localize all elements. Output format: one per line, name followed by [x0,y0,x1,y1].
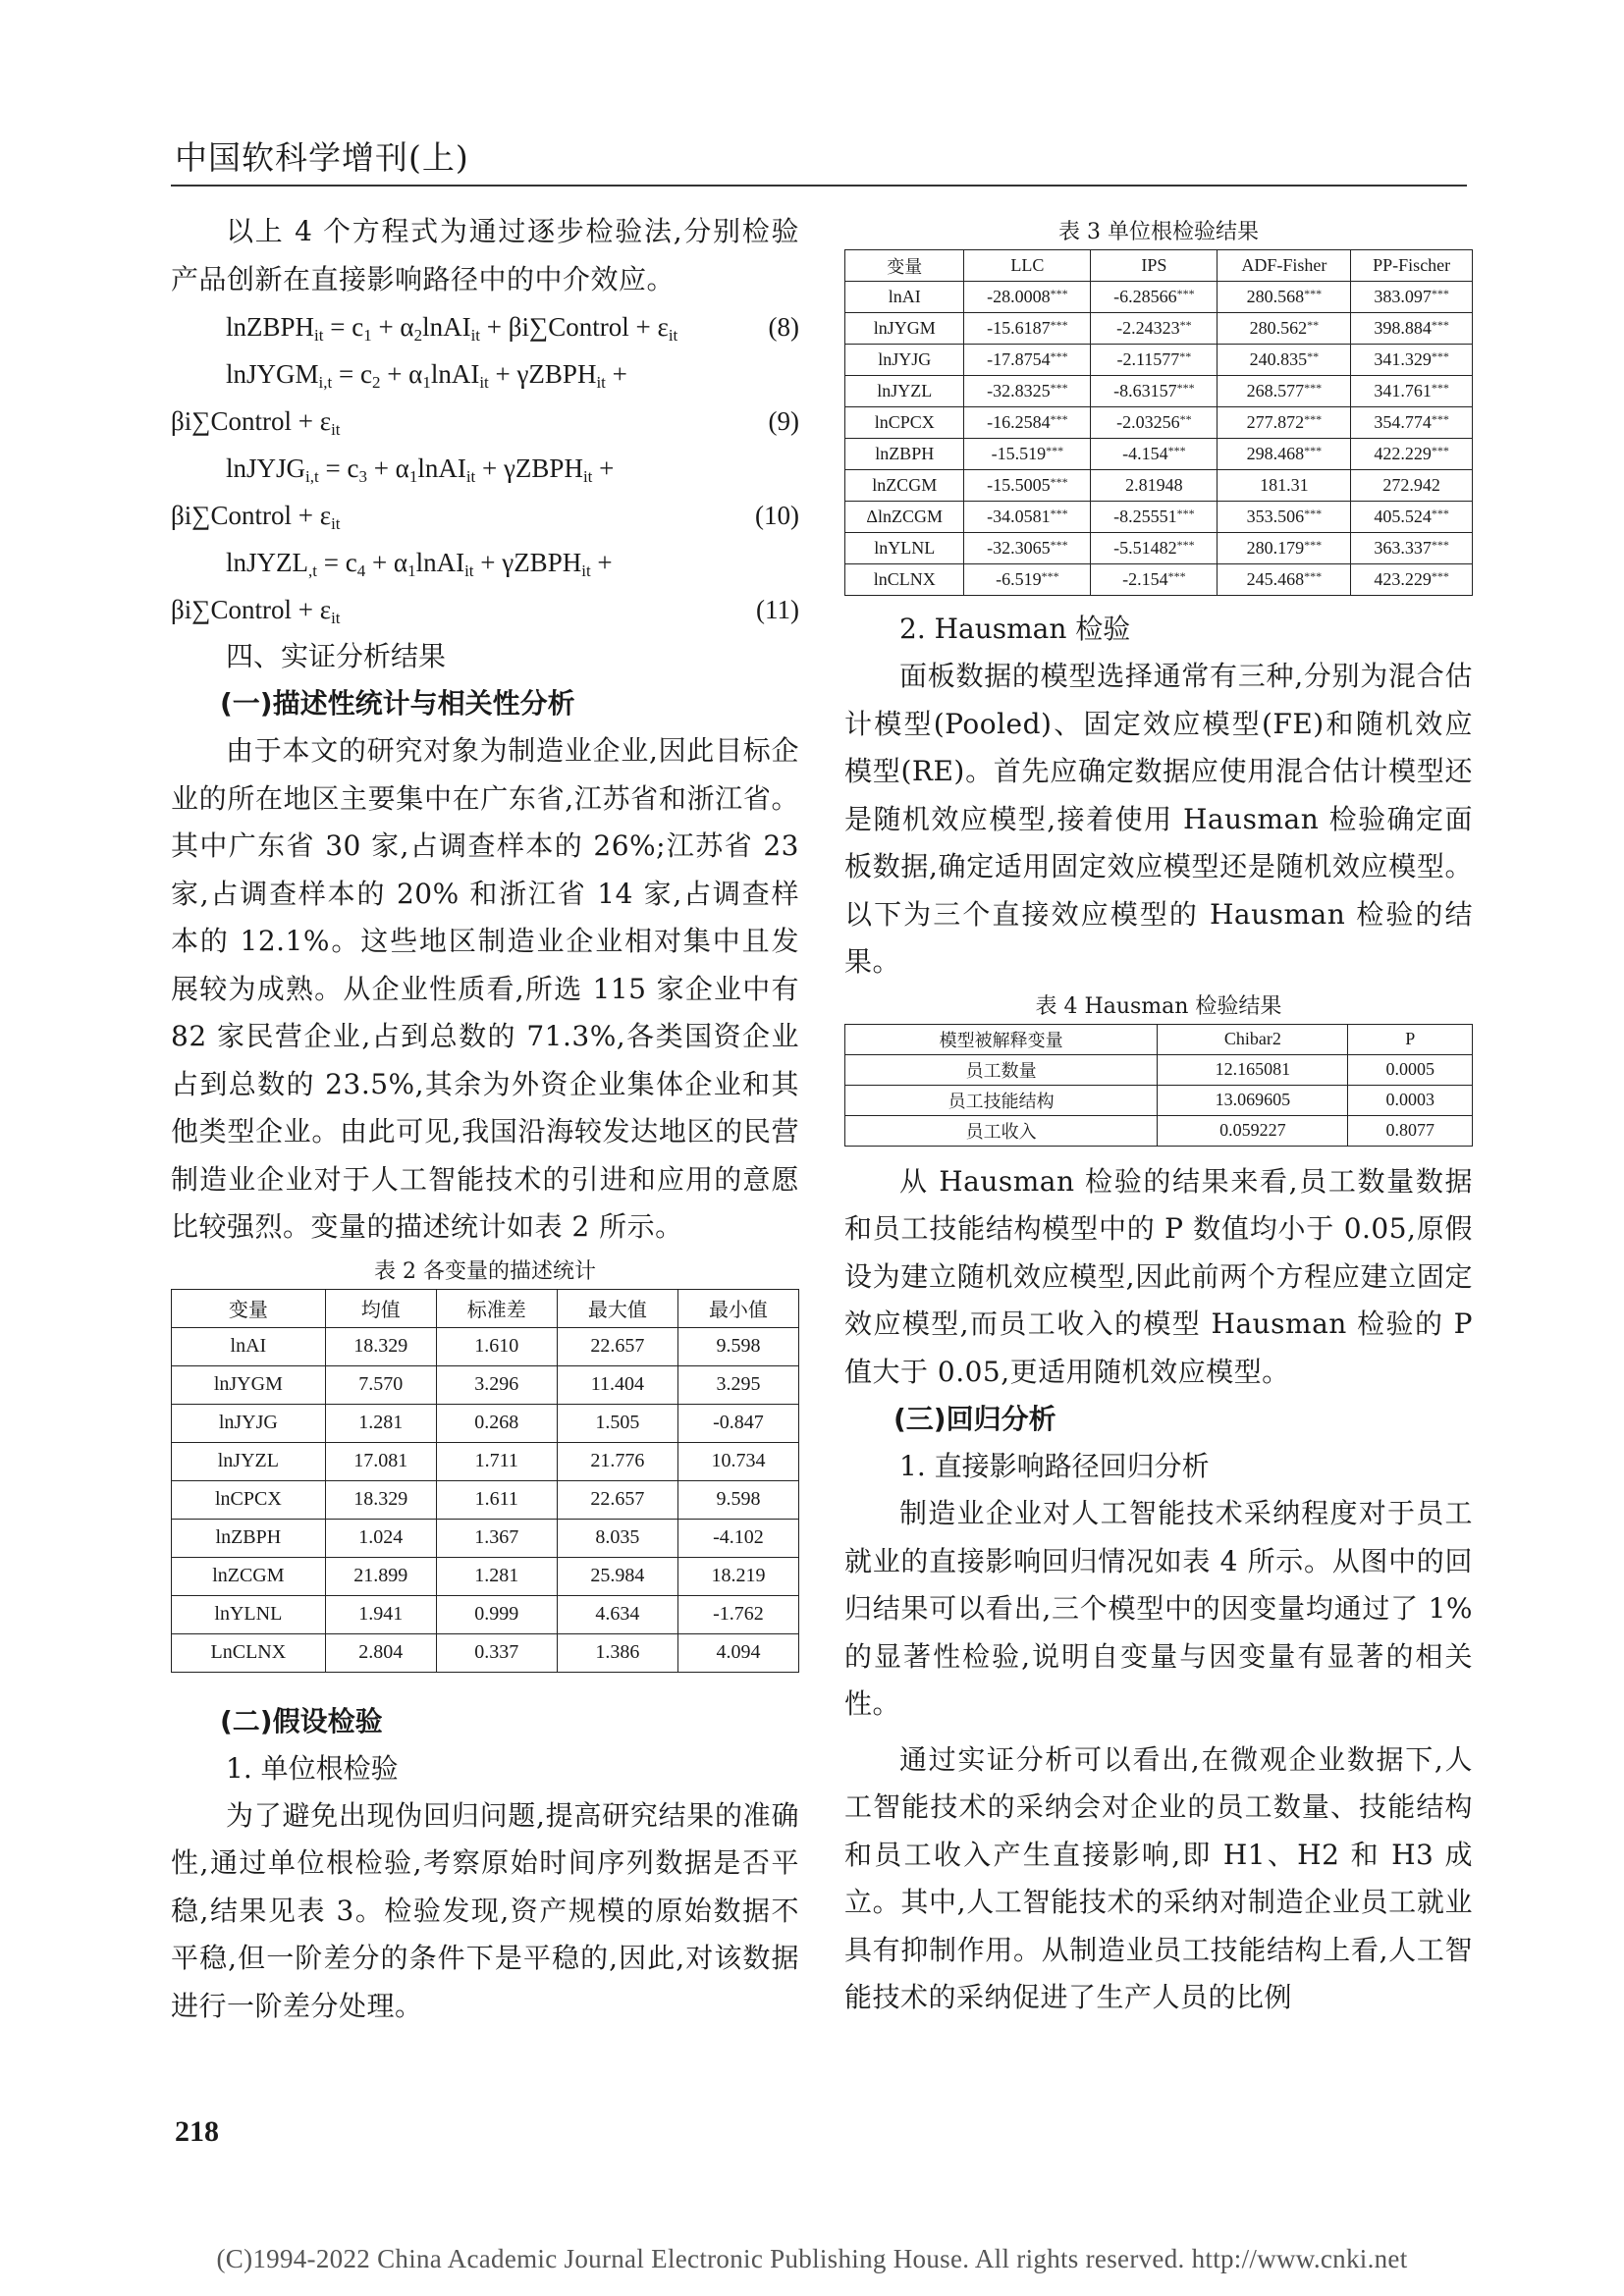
cell-value: 398.884 [1374,318,1432,338]
table-cell [845,345,964,376]
equation-10-line1: lnJYJG$_{i,t}$ = $c_3$ + $\alpha_1lnAI_{it}$ + γZBPH$_{it}$ + [226,454,615,486]
cell-value: 354.774 [1374,412,1432,432]
table-row [172,1519,799,1557]
table-row [845,376,1473,407]
table4-caption: 表 4 Hausman 检验结果 [1035,993,1282,1019]
table-cell [1091,564,1218,596]
table-3 [844,249,1473,596]
table-cell: 员工技能结构 [845,1085,1158,1115]
cell-value: -15.5005 [987,475,1051,495]
table-cell: 21.899 [325,1557,436,1595]
table-row [845,470,1473,502]
table-cell [1091,439,1218,470]
cell-value: 272.942 [1382,475,1440,495]
table-cell: lnYLNL [172,1595,326,1633]
cell-value: lnJYJG [878,349,932,369]
significance-stars: *** [1167,569,1186,583]
table-row [845,502,1473,533]
table-cell: -1.762 [677,1595,798,1633]
equation-10-line2: βi∑Control + $\varepsilon_{it}$ (10) [171,492,799,539]
table-cell: 7.570 [325,1365,436,1404]
table-header-cell: ADF-Fisher [1218,250,1351,282]
equation-number: (9) [768,406,799,436]
table-cell [1218,470,1351,502]
table-cell [1218,564,1351,596]
significance-stars: *** [1304,381,1323,395]
significance-stars: *** [1304,507,1323,520]
significance-stars: *** [1431,287,1449,300]
table-cell [1091,533,1218,564]
table-cell [1351,564,1473,596]
table-cell: 17.081 [325,1442,436,1480]
cell-value: -16.2584 [987,412,1051,432]
empirical-paragraph: 通过实证分析可以看出,在微观企业数据下,人工智能技术的采纳会对企业的员工数量、技能结构和员工收入产生直接影响,即 H1、H2 和 H3 成立。其中,人工智能技术的采纳对制造企业员工就业具有抑制作用。从制造业员工技能结构上看,人工智能技术的采纳促进了生产人员的比例 [844,1742,1473,2013]
table-cell: lnZCGM [172,1557,326,1595]
significance-stars: *** [1050,349,1068,363]
cell-value: 341.761 [1374,381,1432,400]
intro-paragraph: 以上 4 个方程式为通过逐步检验法,分别检验产品创新在直接影响路径中的中介效应。 [171,215,799,295]
table2-caption: 表 2 各变量的描述统计 [374,1258,596,1284]
cell-value: lnYLNL [874,538,936,558]
table-cell [845,564,964,596]
table-cell: 3.295 [677,1365,798,1404]
table-cell: 1.941 [325,1595,436,1633]
table-cell: 0.999 [436,1595,557,1633]
table-cell [1218,407,1351,439]
copyright-footer: (C)1994-2022 China Academic Journal Electronic Publishing House. All rights reserved. http://www.cnki.net [216,2244,1408,2273]
table-cell: 1.367 [436,1519,557,1557]
cell-value: -8.63157 [1113,381,1177,400]
table-cell [845,533,964,564]
table-cell: 1.610 [436,1327,557,1365]
significance-stars: *** [1431,318,1449,332]
table-cell: 4.634 [557,1595,677,1633]
table-header-cell: 模型被解释变量 [845,1024,1158,1054]
cell-value: -6.28566 [1113,287,1177,306]
table-cell: 1.024 [325,1519,436,1557]
table-cell: 员工数量 [845,1054,1158,1085]
table-cell [845,439,964,470]
cell-value: -15.519 [991,444,1047,463]
table-cell [1218,533,1351,564]
cell-value: lnCLNX [873,569,936,589]
significance-stars: *** [1304,287,1323,300]
cell-value: -5.51482 [1113,538,1177,558]
cell-value: -6.519 [996,569,1042,589]
hausman-result-paragraph: 从 Hausman 检验的结果来看,员工数量数据和员工技能结构模型中的 P 数值均小于 0.05,原假设为建立随机效应模型,因此前两个方程应建立固定效应模型,而员工收入的模型 Hausman 检验的 P 值大于 0.05,更适用随机效应模型。 [844,1164,1473,1388]
table-cell: 员工收入 [845,1115,1158,1146]
table-cell: 9.598 [677,1480,798,1519]
table-row [172,1480,799,1519]
table-cell: lnJYZL [172,1442,326,1480]
cell-value: 280.562 [1249,318,1308,338]
left-column [171,208,799,2030]
cell-value: 405.524 [1374,507,1432,526]
table-cell [964,376,1091,407]
table-cell [964,282,1091,313]
table-cell: 2.804 [325,1633,436,1672]
table-header-cell: IPS [1091,250,1218,282]
cell-value: lnJYZL [877,381,933,400]
right-column [844,216,1473,2022]
table-cell [1218,439,1351,470]
table-cell: 13.069605 [1158,1085,1348,1115]
table-cell [845,376,964,407]
table-cell [845,407,964,439]
table-cell: -4.102 [677,1519,798,1557]
cell-value: 353.506 [1246,507,1305,526]
table-cell: 18.329 [325,1480,436,1519]
table-cell [1218,502,1351,533]
table-cell [964,345,1091,376]
table-cell: 0.268 [436,1404,557,1442]
table-row [845,1115,1473,1146]
cell-value: -32.3065 [987,538,1051,558]
table-header-cell: PP-Fischer [1351,250,1473,282]
table-cell: lnCPCX [172,1480,326,1519]
table-header-cell: P [1348,1024,1473,1054]
table-cell: lnAI [172,1327,326,1365]
table-row [845,407,1473,439]
cell-value: 277.872 [1246,412,1305,432]
table-row [172,1633,799,1672]
cell-value: -2.24323 [1116,318,1180,338]
left-table2-header-cell: 均值 [325,1289,436,1327]
significance-stars: *** [1304,538,1323,552]
significance-stars: ** [1179,412,1192,426]
table-row [172,1595,799,1633]
left-table2-header-cell: 最小值 [677,1289,798,1327]
significance-stars: *** [1431,507,1449,520]
subsection-heading-3: (三)回归分析 [893,1403,1056,1435]
table-cell [1091,407,1218,439]
cell-value: 423.229 [1374,569,1432,589]
section-heading-4: 四、实证分析结果 [226,640,447,672]
table-cell: LnCLNX [172,1633,326,1672]
cell-value: 341.329 [1374,349,1432,369]
significance-stars: ** [1179,349,1192,363]
subsection-heading-1: (一)描述性统计与相关性分析 [220,687,575,720]
cell-value: lnCPCX [874,412,935,432]
table-cell [964,564,1091,596]
table-cell [964,313,1091,345]
table-cell [1351,439,1473,470]
table-cell [1218,376,1351,407]
cell-value: -17.8754 [987,349,1051,369]
table-row [172,1442,799,1480]
table-4 [844,1024,1473,1147]
significance-stars: *** [1304,444,1323,457]
table-cell [964,502,1091,533]
table-cell [1218,313,1351,345]
descriptive-paragraph: 由于本文的研究对象为制造业企业,因此目标企业的所在地区主要集中在广东省,江苏省和浙江省。其中广东省 30 家,占调查样本的 26%;江苏省 23 家,占调查样本的 20% 和浙江省 14 家,占调查样本的 12.1%。这些地区制造业企业相对集中且发展较为成熟。从企业性质看,所选 115 家企业中有 82 家民营企业,占到总数的 71.3%,各类国资企业占到总数的 23.5%,其余为外资企业集体企业和其他类型企业。由此可见,我国沿海较发达地区的民营制造业企业对于人工智能技术的引进和应用的意愿比较强烈。变量的描述统计如表 2 所示。 [171,734,799,1243]
table-cell: 1.611 [436,1480,557,1519]
table-row [845,313,1473,345]
cell-value: 280.179 [1246,538,1305,558]
cell-value: 2.81948 [1125,475,1183,495]
table-cell [1218,345,1351,376]
table-cell: 0.337 [436,1633,557,1672]
significance-stars: *** [1176,287,1195,300]
table-cell: 10.734 [677,1442,798,1480]
left-table2-header-cell: 最大值 [557,1289,677,1327]
hausman-paragraph: 面板数据的模型选择通常有三种,分别为混合估计模型(Pooled)、固定效应模型(FE)和随机效应模型(RE)。首先应确定数据应使用混合估计模型还是随机效应模型,接着使用 Hausman 检验确定面板数据,确定适用固定效应模型还是随机效应模型。以下为三个直接效应模型的 Hausman 检验的结果。 [844,660,1473,978]
table-cell [1351,313,1473,345]
table-cell: 18.329 [325,1327,436,1365]
table-cell [845,282,964,313]
subsection-heading-2: (二)假设检验 [220,1704,383,1737]
cell-value: lnJYGM [873,318,936,338]
significance-stars: *** [1431,444,1449,457]
direct-path-heading: 1. 直接影响路径回归分析 [899,1450,1210,1482]
significance-stars: *** [1176,381,1195,395]
significance-stars: *** [1050,507,1068,520]
cell-value: -28.0008 [987,287,1051,306]
cell-value: -32.8325 [987,381,1051,400]
significance-stars: *** [1046,444,1064,457]
equation-9-line2: βi∑Control + $\varepsilon_{it}$ (9) [171,398,799,445]
regression-paragraph: 制造业企业对人工智能技术采纳程度对于员工就业的直接影响回归情况如表 4 所示。从图中的回归结果可以看出,三个模型中的因变量均通过了 1% 的显著性检验,说明自变量与因变量有显著的相关性。 [844,1497,1473,1720]
equation-11-line1: lnJYZL$_{,t}$ = $c_4$ + $\alpha_1lnAI_{it}$ + γZBPH$_{it}$ + [226,548,613,580]
table-cell: 4.094 [677,1633,798,1672]
significance-stars: *** [1431,412,1449,426]
table-cell [1351,407,1473,439]
equation-11-line2: βi∑Control + $\varepsilon_{it}$ (11) [171,586,799,633]
table-cell: 9.598 [677,1327,798,1365]
table-cell [1351,533,1473,564]
table-cell [1351,502,1473,533]
table-cell: 1.505 [557,1404,677,1442]
equation-9-line1: lnJYGM$_{i,t}$ = $c_2$ + $\alpha_1lnAI_{it}$ + γZBPH$_{it}$ + [226,359,627,392]
significance-stars: *** [1176,507,1195,520]
table-header-cell: LLC [964,250,1091,282]
cell-value: -34.0581 [987,507,1051,526]
significance-stars: *** [1176,538,1195,552]
cell-value: -8.25551 [1113,507,1177,526]
significance-stars: *** [1431,538,1449,552]
page-number: 218 [175,2115,219,2148]
cell-value: 181.31 [1260,475,1309,495]
table-2 [171,1289,799,1673]
table-cell [845,470,964,502]
table-cell: 8.035 [557,1519,677,1557]
cell-value: 245.468 [1246,569,1305,589]
table-cell: 1.281 [325,1404,436,1442]
cell-value: 298.468 [1246,444,1305,463]
cell-value: -2.03256 [1116,412,1180,432]
significance-stars: *** [1050,412,1068,426]
unit-root-heading: 1. 单位根检验 [226,1751,399,1785]
significance-stars: *** [1050,318,1068,332]
table-cell [964,407,1091,439]
table-cell: 11.404 [557,1365,677,1404]
table-cell [964,533,1091,564]
left-table2-header-cell: 标准差 [436,1289,557,1327]
significance-stars: *** [1431,349,1449,363]
cell-value: -2.154 [1122,569,1168,589]
table-cell [1091,282,1218,313]
table-cell: 25.984 [557,1557,677,1595]
table-cell: lnZBPH [172,1519,326,1557]
cell-value: 240.835 [1249,349,1308,369]
cell-value: ΔlnZCGM [866,507,943,526]
significance-stars: *** [1304,569,1323,583]
significance-stars: ** [1307,318,1320,332]
significance-stars: ** [1179,318,1192,332]
table-cell: -0.847 [677,1404,798,1442]
table-cell: 12.165081 [1158,1054,1348,1085]
cell-value: -4.154 [1122,444,1168,463]
unit-root-paragraph: 为了避免出现伪回归问题,提高研究结果的准确性,通过单位根检验,考察原始时间序列数据是否平稳,结果见表 3。检验发现,资产规模的原始数据不平稳,但一阶差分的条件下是平稳的,因此,对该数据进行一阶差分处理。 [171,1798,799,2022]
cell-value: 280.568 [1246,287,1305,306]
table-cell [1351,376,1473,407]
table-cell [1091,470,1218,502]
table-cell [1091,313,1218,345]
table-row [845,564,1473,596]
table-cell [964,470,1091,502]
table-cell [1218,282,1351,313]
significance-stars: *** [1050,381,1068,395]
table-cell [1091,502,1218,533]
table-cell: 0.0003 [1348,1085,1473,1115]
table-cell: lnJYGM [172,1365,326,1404]
significance-stars: *** [1050,538,1068,552]
table-header-cell: 变量 [845,250,964,282]
hausman-heading: 2. Hausman 检验 [899,613,1131,645]
left-table2-header-cell: 变量 [172,1289,326,1327]
table-cell: lnJYJG [172,1404,326,1442]
significance-stars: *** [1431,569,1449,583]
table-cell: 1.386 [557,1633,677,1672]
significance-stars: *** [1050,475,1068,489]
table-cell: 1.281 [436,1557,557,1595]
significance-stars: *** [1431,381,1449,395]
equation-number: (11) [756,595,799,624]
table-row [845,1054,1473,1085]
journal-header: 中国软科学增刊(上) [175,138,469,177]
table-cell [1091,376,1218,407]
table-row [172,1404,799,1442]
equation-number: (10) [755,501,799,530]
table-cell: 0.8077 [1348,1115,1473,1146]
significance-stars: *** [1041,569,1059,583]
cell-value: -15.6187 [987,318,1051,338]
table-cell: 22.657 [557,1480,677,1519]
table-row [172,1327,799,1365]
table-cell: 18.219 [677,1557,798,1595]
table-cell [845,502,964,533]
table-cell [1351,470,1473,502]
table-cell [964,439,1091,470]
equation-number: (8) [768,312,799,342]
table-header-cell: Chibar2 [1158,1024,1348,1054]
cell-value: lnZCGM [872,475,938,495]
significance-stars: *** [1304,412,1323,426]
significance-stars: *** [1167,444,1186,457]
significance-stars: ** [1307,349,1320,363]
table-cell: 22.657 [557,1327,677,1365]
table-row [845,439,1473,470]
table-cell: 0.059227 [1158,1115,1348,1146]
cell-value: lnAI [888,287,921,306]
table-row [845,345,1473,376]
header-rule [171,185,1467,187]
table-cell [1351,345,1473,376]
table3-caption: 表 3 单位根检验结果 [1058,220,1259,244]
cell-value: lnZBPH [875,444,935,463]
equation-8: lnZBPH$_{it}$ = $c_1$ + $\alpha_2lnAI_{it}$ + βi∑Control + $\varepsilon_{it}$ (8) [171,303,799,350]
table-row [172,1365,799,1404]
table-cell: 0.0005 [1348,1054,1473,1085]
significance-stars: *** [1050,287,1068,300]
table-row [845,1085,1473,1115]
table-cell [1351,282,1473,313]
table-cell [1091,345,1218,376]
cell-value: 268.577 [1246,381,1305,400]
cell-value: 383.097 [1374,287,1432,306]
table-cell: 3.296 [436,1365,557,1404]
table-row [172,1557,799,1595]
table-cell: 1.711 [436,1442,557,1480]
table-cell [845,313,964,345]
table-cell: 21.776 [557,1442,677,1480]
cell-value: 422.229 [1374,444,1432,463]
cell-value: -2.11577 [1116,349,1180,369]
table-row [845,282,1473,313]
cell-value: 363.337 [1374,538,1432,558]
table-row [845,533,1473,564]
